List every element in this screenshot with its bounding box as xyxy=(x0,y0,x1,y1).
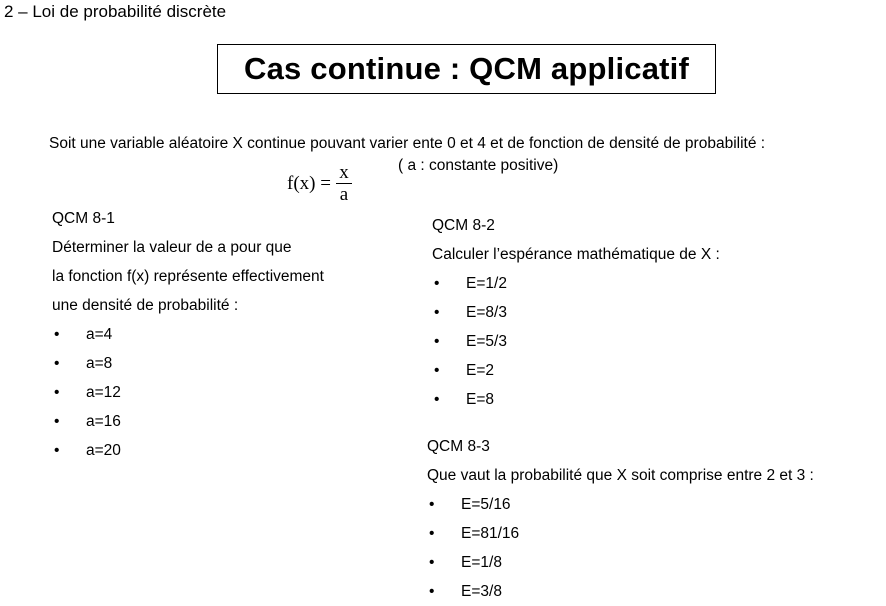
option-item[interactable] xyxy=(52,320,324,349)
bullet-icon: • xyxy=(434,333,440,350)
option-label: E=81/16 xyxy=(461,525,520,542)
density-formula xyxy=(287,160,352,208)
bullet-icon: • xyxy=(434,391,440,408)
question-text-line: Calculer l’espérance mathématique de X : xyxy=(432,246,720,263)
bullet-icon: • xyxy=(434,304,440,321)
formula-fraction xyxy=(336,163,352,206)
question-text-line: Que vaut la probabilité que X soit comprise entre 2 et 3 : xyxy=(427,467,814,484)
formula-lhs: f(x) = xyxy=(287,173,331,194)
option-label: a=12 xyxy=(86,384,121,401)
option-item[interactable] xyxy=(52,349,324,378)
option-label: a=20 xyxy=(86,442,121,459)
option-list xyxy=(427,490,814,606)
question-block xyxy=(432,211,720,414)
option-label: a=16 xyxy=(86,413,121,430)
question-id: QCM 8-3 xyxy=(427,438,490,455)
bullet-icon: • xyxy=(54,326,60,343)
question-text-line: la fonction f(x) représente effectivement xyxy=(52,268,324,285)
option-item[interactable] xyxy=(432,298,720,327)
bullet-icon: • xyxy=(429,525,435,542)
bullet-icon: • xyxy=(429,583,435,600)
option-label: E=1/2 xyxy=(466,275,507,292)
main-title: Cas continue : QCM applicatif xyxy=(243,51,689,86)
bullet-icon: • xyxy=(434,275,440,292)
option-label: E=1/8 xyxy=(461,554,502,571)
bullet-icon: • xyxy=(54,355,60,372)
option-item[interactable] xyxy=(432,385,720,414)
option-label: E=8/3 xyxy=(466,304,507,321)
option-item[interactable] xyxy=(427,490,814,519)
question-id: QCM 8-2 xyxy=(432,217,495,234)
option-label: E=3/8 xyxy=(461,583,502,600)
bullet-icon: • xyxy=(54,442,60,459)
section-title: 2 – Loi de probabilité discrète xyxy=(4,2,227,21)
question-text-line: une densité de probabilité : xyxy=(52,297,239,314)
option-label: E=2 xyxy=(466,362,495,379)
option-item[interactable] xyxy=(427,548,814,577)
formula-numerator: x xyxy=(339,161,349,183)
option-item[interactable] xyxy=(432,327,720,356)
option-item[interactable] xyxy=(427,519,814,548)
bullet-icon: • xyxy=(54,384,60,401)
option-label: a=4 xyxy=(86,326,113,343)
option-item[interactable] xyxy=(432,269,720,298)
option-item[interactable] xyxy=(52,436,324,465)
bullet-icon: • xyxy=(434,362,440,379)
option-label: E=5/3 xyxy=(466,333,507,350)
option-label: a=8 xyxy=(86,355,113,372)
option-list xyxy=(432,269,720,414)
question-id: QCM 8-1 xyxy=(52,210,115,227)
question-block xyxy=(427,432,814,606)
option-list xyxy=(52,320,324,465)
option-label: E=8 xyxy=(466,391,495,408)
formula-denominator: a xyxy=(339,183,349,205)
option-item[interactable] xyxy=(432,356,720,385)
bullet-icon: • xyxy=(429,496,435,513)
main-title-box xyxy=(217,44,716,94)
question-text-line: Déterminer la valeur de a pour que xyxy=(52,239,292,256)
bullet-icon: • xyxy=(54,413,60,430)
option-item[interactable] xyxy=(52,407,324,436)
bullet-icon: • xyxy=(429,554,435,571)
option-item[interactable] xyxy=(52,378,324,407)
option-label: E=5/16 xyxy=(461,496,511,513)
constant-note: ( a : constante positive) xyxy=(398,157,559,174)
question-block xyxy=(52,204,324,465)
intro-text: Soit une variable aléatoire X continue pouvant varier ente 0 et 4 et de fonction de densité de probabilité : xyxy=(49,135,766,152)
